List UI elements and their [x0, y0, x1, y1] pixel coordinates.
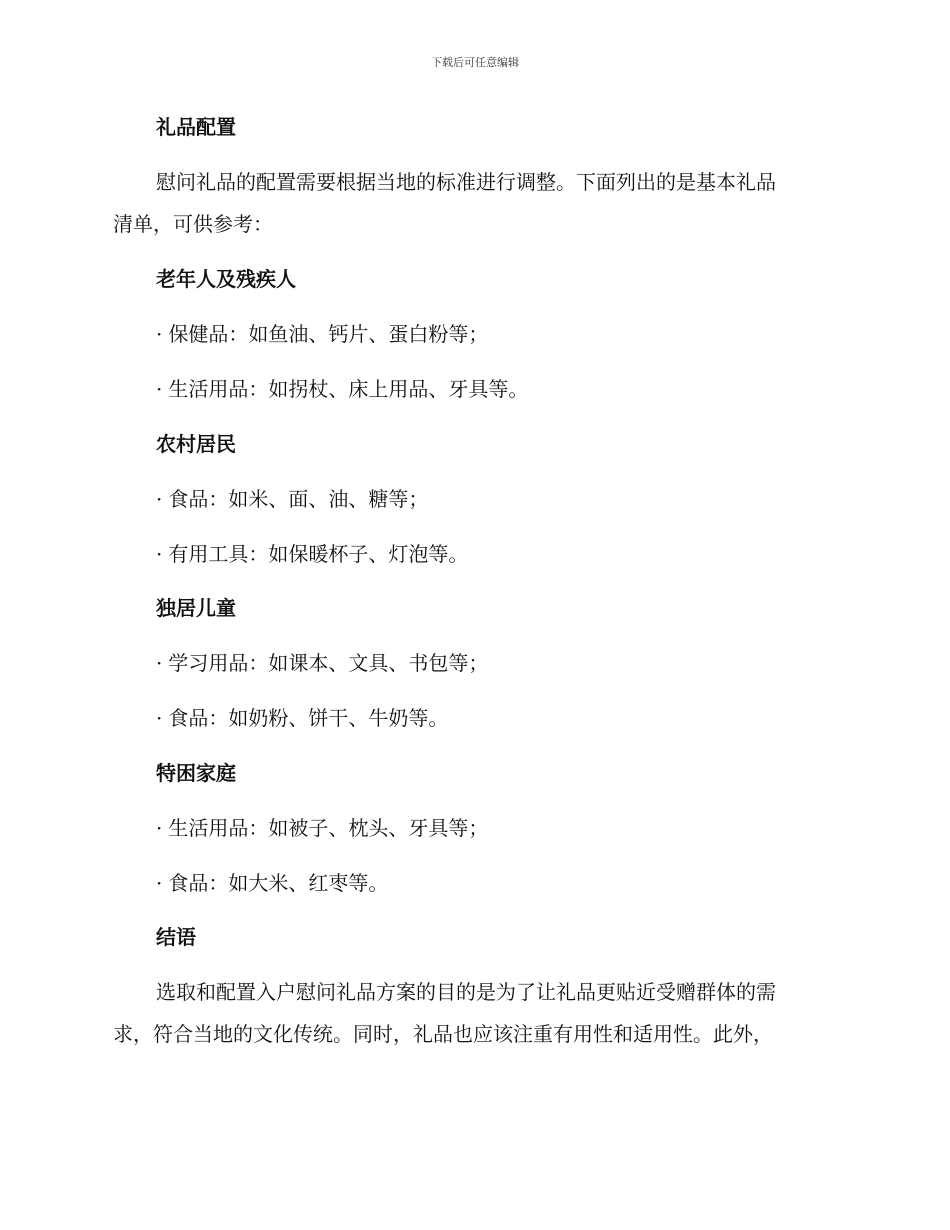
section-heading-elderly-disabled: 老年人及残疾人	[156, 267, 296, 291]
list-item-text: 食品：如米、面、油、糖等；	[168, 487, 429, 511]
section-heading-conclusion: 结语	[156, 925, 196, 949]
paragraph-line: 慰问礼品的配置需要根据当地的标准进行调整。下面列出的是基本礼品	[156, 170, 776, 194]
bullet-icon: ·	[156, 542, 163, 566]
section-heading-rural-residents: 农村居民	[156, 432, 236, 456]
list-item	[156, 379, 886, 399]
list-item	[156, 544, 886, 564]
list-item-text: 食品：如大米、红枣等。	[168, 871, 389, 895]
list-item	[156, 873, 886, 893]
section-heading-children-alone: 独居儿童	[156, 596, 236, 620]
bullet-icon: ·	[156, 651, 163, 675]
paragraph-line: 求，符合当地的文化传统。同时，礼品也应该注重有用性和适用性。此外，	[113, 1022, 773, 1046]
bullet-icon: ·	[156, 706, 163, 730]
section-heading-poor-families: 特困家庭	[156, 761, 236, 785]
bullet-icon: ·	[156, 377, 163, 401]
paragraph-line: 清单，可供参考：	[113, 212, 273, 236]
bullet-icon: ·	[156, 322, 163, 346]
list-item	[156, 653, 886, 673]
paragraph-line: 选取和配置入户慰问礼品方案的目的是为了让礼品更贴近受赠群体的需	[156, 980, 776, 1004]
list-item-text: 生活用品：如被子、枕头、牙具等；	[168, 816, 489, 840]
list-item-text: 保健品：如鱼油、钙片、蛋白粉等；	[168, 322, 489, 346]
list-item	[156, 489, 886, 509]
list-item-text: 食品：如奶粉、饼干、牛奶等。	[168, 706, 449, 730]
section-heading-gift-config: 礼品配置	[156, 115, 236, 139]
bullet-icon: ·	[156, 487, 163, 511]
bullet-icon: ·	[156, 816, 163, 840]
list-item	[156, 708, 886, 728]
list-item	[156, 324, 886, 344]
list-item	[156, 818, 886, 838]
list-item-text: 生活用品：如拐杖、床上用品、牙具等。	[168, 377, 529, 401]
bullet-icon: ·	[156, 871, 163, 895]
list-item-text: 有用工具：如保暖杯子、灯泡等。	[168, 542, 469, 566]
page-header: 下载后可任意编辑	[431, 56, 519, 69]
list-item-text: 学习用品：如课本、文具、书包等；	[168, 651, 489, 675]
